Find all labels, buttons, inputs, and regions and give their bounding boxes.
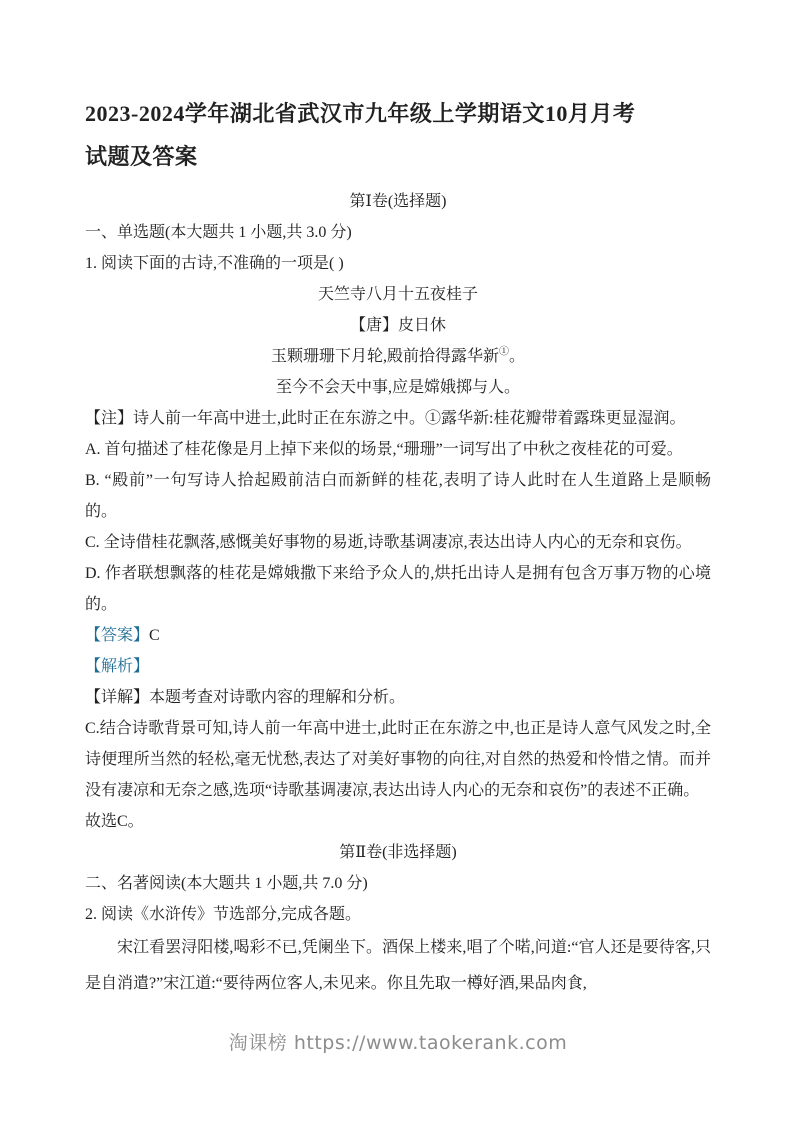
option-c: C. 全诗借桂花飘落,感慨美好事物的易逝,诗歌基调凄凉,表达出诗人内心的无奈和哀伤。 bbox=[85, 534, 692, 551]
explanation-paragraph: C.结合诗歌背景可知,诗人前一年高中进士,此时正在东游之中,也正是诗人意气风发之时,全诗便理所当然的轻松,毫无忧愁,表达了对美好事物的向往,对自然的热爱和怜惜之情。而并没有凄凉和无奈之感,选项“诗歌基调凄凉,表达出诗人内心的无奈和哀伤”的表述不正确。 bbox=[85, 720, 711, 799]
answer-value: C bbox=[149, 627, 160, 644]
section1-heading: 一、单选题(本大题共 1 小题,共 3.0 分) bbox=[85, 224, 352, 241]
analysis-label: 【解析】 bbox=[85, 658, 150, 675]
section2-heading: 二、名著阅读(本大题共 1 小题,共 7.0 分) bbox=[85, 875, 368, 892]
conclusion-line: 故选C。 bbox=[85, 813, 144, 830]
question-2-intro: 2. 阅读《水浒传》节选部分,完成各题。 bbox=[85, 906, 362, 923]
section1-header: 第Ⅰ卷(选择题) bbox=[349, 193, 447, 210]
answer-line bbox=[85, 620, 711, 651]
watermark-footer bbox=[85, 1028, 711, 1055]
poem-line-2: 至今不会天中事,应是嫦娥掷与人。 bbox=[275, 379, 520, 396]
watermark-url: https://www.taokerank.com bbox=[293, 1032, 568, 1054]
footnote-marker: ① bbox=[499, 346, 509, 358]
question-1-intro: 1. 阅读下面的古诗,不准确的一项是( ) bbox=[85, 255, 344, 272]
answer-label: 【答案】 bbox=[85, 627, 150, 644]
novel-excerpt-paragraph: 宋江看罢浔阳楼,喝彩不已,凭阑坐下。酒保上楼来,唱了个喏,问道:“官人还是要待客,只是自消遣?”宋江道:“要待两位客人,未见来。你且先取一樽好酒,果品肉食, bbox=[85, 939, 711, 992]
exam-title-line1: 2023-2024学年湖北省武汉市九年级上学期语文10月月考 bbox=[85, 101, 636, 126]
poem-author: 【唐】皮日休 bbox=[349, 317, 446, 334]
option-d: D. 作者联想飘落的桂花是嫦娥撒下来给予众人的,烘托出诗人是拥有包含万事万物的心境的。 bbox=[85, 565, 711, 613]
option-b: B. “殿前”一句写诗人拾起殿前洁白而新鲜的桂花,表明了诗人此时在人生道路上是顺畅的。 bbox=[85, 472, 711, 520]
analysis-line bbox=[85, 651, 711, 682]
poem-line-1-period: 。 bbox=[509, 348, 526, 365]
poem-note: 【注】诗人前一年高中进士,此时正在东游之中。①露华新:桂花瓣带着露珠更显湿润。 bbox=[85, 410, 686, 427]
exam-title bbox=[85, 92, 711, 178]
option-a: A. 首句描述了桂花像是月上掉下来似的场景,“珊珊”一词写出了中秋之夜桂花的可爱。 bbox=[85, 441, 683, 458]
watermark-site-name: 淘课榜 bbox=[228, 1032, 288, 1054]
poem-line-1-text: 玉颗珊珊下月轮,殿前拾得露华新 bbox=[270, 348, 499, 365]
detail-line: 【详解】本题考查对诗歌内容的理解和分析。 bbox=[85, 689, 406, 706]
poem-line-1 bbox=[85, 341, 711, 372]
section2-header: 第Ⅱ卷(非选择题) bbox=[339, 844, 457, 861]
poem-title: 天竺寺八月十五夜桂子 bbox=[317, 286, 478, 303]
exam-title-line2: 试题及答案 bbox=[85, 144, 198, 169]
